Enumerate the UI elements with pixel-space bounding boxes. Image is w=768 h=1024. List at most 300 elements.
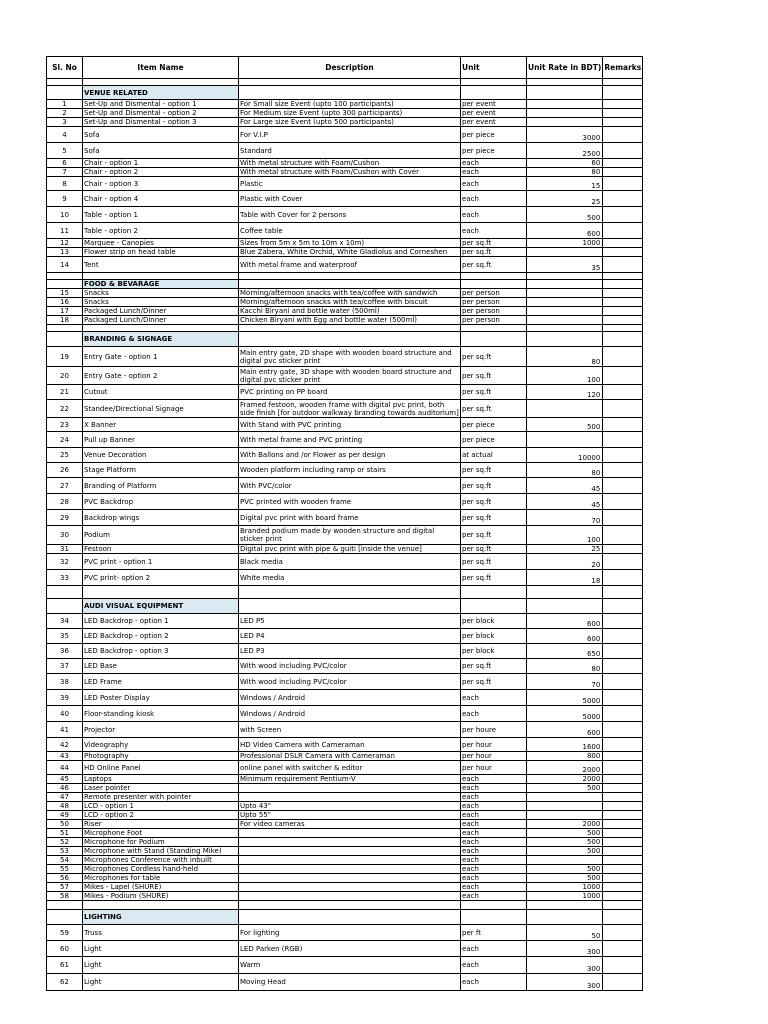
unit-rate-cell [527, 802, 603, 811]
sl-no-cell: 26 [47, 463, 83, 478]
remarks-cell [603, 802, 643, 811]
empty-cell [239, 79, 461, 86]
description-cell [239, 829, 461, 838]
item-name-cell: Mikes - Podium (SHURE) [83, 892, 239, 901]
description-cell: PVC printing on PP board [239, 385, 461, 400]
unit-cell: per ft [461, 925, 527, 941]
empty-cell [239, 599, 461, 614]
remarks-cell [603, 957, 643, 974]
blank-row [47, 586, 643, 599]
section-title: VENUE RELATED [83, 86, 239, 100]
unit-rate-cell: 600 [527, 614, 603, 629]
description-cell: Plastic with Cover [239, 191, 461, 207]
remarks-cell [603, 168, 643, 177]
table-row [47, 385, 643, 400]
unit-cell: each [461, 207, 527, 223]
unit-cell: each [461, 811, 527, 820]
unit-rate-cell: 5000 [527, 690, 603, 706]
empty-cell [527, 325, 603, 332]
unit-rate-cell: 300 [527, 957, 603, 974]
item-name-cell: Set-Up and Dismental - option 2 [83, 109, 239, 118]
header-unit-rate: Unit Rate in BDT) [527, 57, 603, 79]
sl-no-cell: 9 [47, 191, 83, 207]
empty-cell [527, 79, 603, 86]
unit-cell: per sq.ft [461, 545, 527, 554]
sl-no-cell: 32 [47, 554, 83, 570]
table-row [47, 925, 643, 941]
sl-no-cell: 42 [47, 738, 83, 752]
remarks-cell [603, 510, 643, 526]
table-row [47, 432, 643, 448]
item-name-cell: Microphone for Podium [83, 838, 239, 847]
item-name-cell: Remote presenter with pointer [83, 793, 239, 802]
description-cell: HD Video Camera with Cameraman [239, 738, 461, 752]
sl-no-cell: 47 [47, 793, 83, 802]
empty-cell [603, 280, 643, 289]
sl-no-cell: 41 [47, 722, 83, 738]
unit-rate-cell: 800 [527, 752, 603, 761]
description-cell [239, 856, 461, 865]
item-name-cell: Chair - option 2 [83, 168, 239, 177]
sl-no-cell: 6 [47, 159, 83, 168]
item-name-cell: Flower strip on head table [83, 248, 239, 257]
description-cell [239, 784, 461, 793]
unit-rate-cell: 500 [527, 418, 603, 432]
remarks-cell [603, 100, 643, 109]
item-name-cell: Entry Gate - option 1 [83, 347, 239, 367]
sl-no-cell: 52 [47, 838, 83, 847]
table-row [47, 784, 643, 793]
header-description: Description [239, 57, 461, 79]
description-cell: With Ballons and /or Flower as per design [239, 448, 461, 463]
table-row [47, 143, 643, 159]
unit-cell: each [461, 784, 527, 793]
table-row [47, 644, 643, 659]
empty-cell [47, 280, 83, 289]
unit-cell: per piece [461, 127, 527, 143]
description-cell: With Stand with PVC printing [239, 418, 461, 432]
unit-cell: per sq.ft [461, 526, 527, 545]
unit-rate-cell [527, 856, 603, 865]
description-cell: Chicken Biryani with Egg and bottle water (500ml) [239, 316, 461, 325]
remarks-cell [603, 856, 643, 865]
table-row [47, 257, 643, 273]
remarks-cell [603, 820, 643, 829]
blank-row [47, 901, 643, 910]
sl-no-cell: 16 [47, 298, 83, 307]
remarks-cell [603, 925, 643, 941]
description-cell: Black media [239, 554, 461, 570]
header-remarks: Remarks [603, 57, 643, 79]
unit-cell: per sq.ft [461, 674, 527, 690]
item-name-cell: Entry Gate - option 2 [83, 367, 239, 385]
table-row [47, 545, 643, 554]
unit-cell: per person [461, 298, 527, 307]
item-name-cell: Backdrop wings [83, 510, 239, 526]
section-title: AUDI VISUAL EQUIPMENT [83, 599, 239, 614]
item-name-cell: LCD - option 1 [83, 802, 239, 811]
unit-cell: per sq.ft [461, 367, 527, 385]
table-row [47, 974, 643, 991]
table-row [47, 629, 643, 644]
blank-row [47, 273, 643, 280]
description-cell: With wood including PVC/color [239, 659, 461, 674]
remarks-cell [603, 143, 643, 159]
description-cell: Upto 43" [239, 802, 461, 811]
unit-cell: per person [461, 316, 527, 325]
unit-cell: each [461, 706, 527, 722]
empty-cell [603, 273, 643, 280]
unit-rate-cell: 80 [527, 463, 603, 478]
unit-rate-cell: 70 [527, 510, 603, 526]
description-cell: Kacchi Biryani and bottle water (500ml) [239, 307, 461, 316]
sl-no-cell: 22 [47, 400, 83, 418]
unit-cell: each [461, 177, 527, 191]
sl-no-cell: 40 [47, 706, 83, 722]
item-name-cell: Branding of Platform [83, 478, 239, 494]
item-name-cell: Sofa [83, 143, 239, 159]
unit-cell: each [461, 168, 527, 177]
description-cell: For V.I.P [239, 127, 461, 143]
unit-cell: per sq.ft [461, 659, 527, 674]
table-row [47, 127, 643, 143]
table-row [47, 463, 643, 478]
unit-cell: at actual [461, 448, 527, 463]
unit-rate-cell: 80 [527, 347, 603, 367]
empty-cell [47, 273, 83, 280]
unit-cell: each [461, 874, 527, 883]
table-row [47, 118, 643, 127]
remarks-cell [603, 127, 643, 143]
empty-cell [239, 273, 461, 280]
unit-rate-cell: 10000 [527, 448, 603, 463]
table-row [47, 865, 643, 874]
sl-no-cell: 20 [47, 367, 83, 385]
description-cell: Minimum requirement Pentium-V [239, 775, 461, 784]
sl-no-cell: 55 [47, 865, 83, 874]
remarks-cell [603, 109, 643, 118]
description-cell: LED P3 [239, 644, 461, 659]
unit-cell: per piece [461, 143, 527, 159]
unit-cell: per event [461, 100, 527, 109]
rate-table [46, 56, 643, 991]
sl-no-cell: 1 [47, 100, 83, 109]
description-cell: online panel with switcher & editor [239, 761, 461, 775]
remarks-cell [603, 432, 643, 448]
remarks-cell [603, 706, 643, 722]
empty-cell [603, 325, 643, 332]
unit-rate-cell [527, 811, 603, 820]
item-name-cell: Microphones for table [83, 874, 239, 883]
rate-sheet [46, 56, 643, 991]
remarks-cell [603, 941, 643, 957]
description-cell: For video cameras [239, 820, 461, 829]
sl-no-cell: 7 [47, 168, 83, 177]
unit-cell: per block [461, 644, 527, 659]
item-name-cell: Set-Up and Dismental - option 3 [83, 118, 239, 127]
section-header-row [47, 280, 643, 289]
empty-cell [239, 910, 461, 925]
table-row [47, 941, 643, 957]
unit-cell: each [461, 892, 527, 901]
description-cell: With metal structure with Foam/Cushon [239, 159, 461, 168]
empty-cell [461, 86, 527, 100]
header-row [47, 57, 643, 79]
unit-rate-cell [527, 316, 603, 325]
remarks-cell [603, 629, 643, 644]
empty-cell [461, 325, 527, 332]
unit-cell: per houre [461, 722, 527, 738]
unit-rate-cell: 500 [527, 784, 603, 793]
empty-cell [527, 901, 603, 910]
table-row [47, 289, 643, 298]
remarks-cell [603, 448, 643, 463]
item-name-cell: Table - option 1 [83, 207, 239, 223]
unit-cell: per sq.ft [461, 248, 527, 257]
section-title: FOOD & BEVARAGE [83, 280, 239, 289]
sl-no-cell: 61 [47, 957, 83, 974]
table-row [47, 510, 643, 526]
remarks-cell [603, 347, 643, 367]
description-cell: With metal frame and waterproof [239, 257, 461, 273]
empty-cell [603, 599, 643, 614]
unit-rate-cell: 1000 [527, 883, 603, 892]
remarks-cell [603, 554, 643, 570]
unit-cell: each [461, 941, 527, 957]
description-cell: Coffee table [239, 223, 461, 239]
remarks-cell [603, 738, 643, 752]
item-name-cell: Laser pointer [83, 784, 239, 793]
unit-rate-cell: 2000 [527, 775, 603, 784]
table-row [47, 690, 643, 706]
table-row [47, 298, 643, 307]
description-cell: Standard [239, 143, 461, 159]
sl-no-cell: 5 [47, 143, 83, 159]
empty-cell [47, 86, 83, 100]
empty-cell [47, 586, 83, 599]
item-name-cell: Light [83, 941, 239, 957]
header-unit: Unit [461, 57, 527, 79]
empty-cell [603, 86, 643, 100]
remarks-cell [603, 418, 643, 432]
table-row [47, 316, 643, 325]
empty-cell [239, 325, 461, 332]
remarks-cell [603, 289, 643, 298]
empty-cell [461, 273, 527, 280]
empty-cell [461, 901, 527, 910]
unit-rate-cell: 500 [527, 838, 603, 847]
description-cell: Main entry gate, 3D shape with wooden board structure and digital pvc sticker print [239, 367, 461, 385]
empty-cell [527, 280, 603, 289]
sl-no-cell: 36 [47, 644, 83, 659]
sl-no-cell: 38 [47, 674, 83, 690]
unit-rate-cell [527, 400, 603, 418]
unit-rate-cell: 5000 [527, 706, 603, 722]
unit-rate-cell: 25 [527, 191, 603, 207]
sl-no-cell: 4 [47, 127, 83, 143]
unit-cell: per sq.ft [461, 510, 527, 526]
item-name-cell: Chair - option 3 [83, 177, 239, 191]
empty-cell [461, 79, 527, 86]
unit-rate-cell: 45 [527, 478, 603, 494]
description-cell: with Screen [239, 722, 461, 738]
sl-no-cell: 23 [47, 418, 83, 432]
sl-no-cell: 2 [47, 109, 83, 118]
description-cell: PVC printed with wooden frame [239, 494, 461, 510]
sl-no-cell: 10 [47, 207, 83, 223]
unit-rate-cell: 650 [527, 644, 603, 659]
item-name-cell: Podium [83, 526, 239, 545]
table-row [47, 847, 643, 856]
unit-cell: per block [461, 629, 527, 644]
unit-cell: per sq.ft [461, 257, 527, 273]
table-row [47, 307, 643, 316]
remarks-cell [603, 775, 643, 784]
empty-cell [603, 332, 643, 347]
remarks-cell [603, 761, 643, 775]
empty-cell [527, 332, 603, 347]
table-row [47, 856, 643, 865]
item-name-cell: Stage Platform [83, 463, 239, 478]
table-row [47, 177, 643, 191]
table-row [47, 892, 643, 901]
description-cell: Main entry gate, 2D shape with wooden board structure and digital pvc sticker print [239, 347, 461, 367]
remarks-cell [603, 570, 643, 586]
empty-cell [83, 901, 239, 910]
remarks-cell [603, 118, 643, 127]
unit-rate-cell [527, 793, 603, 802]
unit-cell: per event [461, 118, 527, 127]
unit-cell: each [461, 802, 527, 811]
description-cell [239, 883, 461, 892]
remarks-cell [603, 400, 643, 418]
unit-rate-cell: 2000 [527, 761, 603, 775]
item-name-cell: LED Backdrop - option 1 [83, 614, 239, 629]
empty-cell [603, 910, 643, 925]
unit-cell: each [461, 856, 527, 865]
unit-cell: each [461, 223, 527, 239]
table-row [47, 418, 643, 432]
empty-cell [239, 901, 461, 910]
unit-rate-cell: 1000 [527, 239, 603, 248]
unit-cell: per sq.ft [461, 463, 527, 478]
remarks-cell [603, 223, 643, 239]
table-row [47, 159, 643, 168]
sl-no-cell: 43 [47, 752, 83, 761]
unit-cell: per event [461, 109, 527, 118]
remarks-cell [603, 722, 643, 738]
table-row [47, 811, 643, 820]
item-name-cell: LED Backdrop - option 3 [83, 644, 239, 659]
unit-cell: per sq.ft [461, 385, 527, 400]
table-row [47, 494, 643, 510]
description-cell: Moving Head [239, 974, 461, 991]
unit-rate-cell: 70 [527, 674, 603, 690]
description-cell: Morning/afternoon snacks with tea/coffee with biscuit [239, 298, 461, 307]
sl-no-cell: 33 [47, 570, 83, 586]
unit-cell: each [461, 159, 527, 168]
empty-cell [47, 901, 83, 910]
sl-no-cell: 29 [47, 510, 83, 526]
unit-cell: per hour [461, 738, 527, 752]
remarks-cell [603, 847, 643, 856]
remarks-cell [603, 865, 643, 874]
description-cell: Sizes from 5m x 5m to 10m x 10m) [239, 239, 461, 248]
unit-rate-cell: 60 [527, 159, 603, 168]
sl-no-cell: 46 [47, 784, 83, 793]
unit-cell: per piece [461, 418, 527, 432]
item-name-cell: PVC Backdrop [83, 494, 239, 510]
unit-cell: each [461, 793, 527, 802]
sl-no-cell: 35 [47, 629, 83, 644]
sl-no-cell: 45 [47, 775, 83, 784]
item-name-cell: LED Frame [83, 674, 239, 690]
unit-rate-cell: 80 [527, 168, 603, 177]
sl-no-cell: 13 [47, 248, 83, 257]
item-name-cell: LCD - option 2 [83, 811, 239, 820]
unit-cell: each [461, 820, 527, 829]
item-name-cell: PVC print- option 2 [83, 570, 239, 586]
section-header-row [47, 910, 643, 925]
remarks-cell [603, 307, 643, 316]
section-header-row [47, 332, 643, 347]
item-name-cell: Packaged Lunch/Dinner [83, 316, 239, 325]
unit-rate-cell: 15 [527, 177, 603, 191]
remarks-cell [603, 191, 643, 207]
remarks-cell [603, 257, 643, 273]
empty-cell [461, 332, 527, 347]
description-cell: For Large size Event (upto 500 participants) [239, 118, 461, 127]
table-row [47, 570, 643, 586]
unit-rate-cell [527, 432, 603, 448]
item-name-cell: Laptops [83, 775, 239, 784]
description-cell: For lighting [239, 925, 461, 941]
unit-rate-cell: 1000 [527, 892, 603, 901]
remarks-cell [603, 974, 643, 991]
item-name-cell: Snacks [83, 289, 239, 298]
empty-cell [527, 586, 603, 599]
unit-rate-cell [527, 248, 603, 257]
description-cell: LED P5 [239, 614, 461, 629]
unit-cell: per block [461, 614, 527, 629]
table-row [47, 761, 643, 775]
description-cell: Warm [239, 957, 461, 974]
item-name-cell: LED Poster Display [83, 690, 239, 706]
sl-no-cell: 58 [47, 892, 83, 901]
unit-rate-cell: 120 [527, 385, 603, 400]
item-name-cell: Venue Decoration [83, 448, 239, 463]
table-row [47, 367, 643, 385]
description-cell: For Small size Event (upto 100 participants) [239, 100, 461, 109]
unit-cell: per sq.ft [461, 347, 527, 367]
item-name-cell: LED Base [83, 659, 239, 674]
remarks-cell [603, 838, 643, 847]
table-row [47, 448, 643, 463]
sl-no-cell: 44 [47, 761, 83, 775]
sl-no-cell: 57 [47, 883, 83, 892]
unit-rate-cell: 20 [527, 554, 603, 570]
sl-no-cell: 60 [47, 941, 83, 957]
empty-cell [239, 86, 461, 100]
remarks-cell [603, 463, 643, 478]
table-row [47, 100, 643, 109]
sl-no-cell: 28 [47, 494, 83, 510]
remarks-cell [603, 248, 643, 257]
item-name-cell: Chair - option 1 [83, 159, 239, 168]
unit-cell: per sq.ft [461, 400, 527, 418]
sl-no-cell: 54 [47, 856, 83, 865]
remarks-cell [603, 545, 643, 554]
